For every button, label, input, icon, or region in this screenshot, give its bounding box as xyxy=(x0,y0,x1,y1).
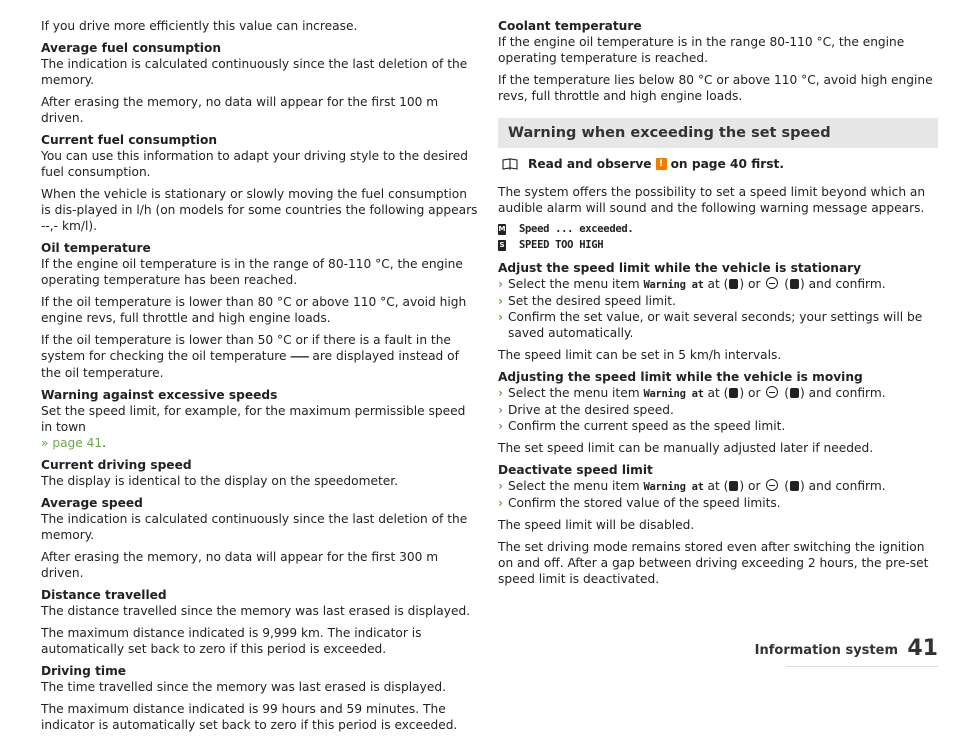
coolant-title: Coolant temperature xyxy=(498,19,642,33)
oil-temp-block xyxy=(41,240,480,288)
page-41-link[interactable]: » page 41 xyxy=(41,436,103,450)
menu-item-warning-at: Warning at xyxy=(643,481,704,493)
distance-note: The maximum distance indicated is 9,999 km. The indicator is automatically set back to zero if this period is exceeded. xyxy=(41,626,422,656)
display-tag-icon: M xyxy=(498,224,506,233)
left-column xyxy=(41,18,480,739)
step-item xyxy=(498,495,938,511)
book-icon xyxy=(502,158,518,170)
page-number: 41 xyxy=(907,636,938,661)
driving-time-note: The maximum distance indicated is 99 hours and 59 minutes. The indicator is automatically set back to zero if this period is exceeded. xyxy=(41,702,458,732)
distance-text: The distance travelled since the memory was last erased is displayed. xyxy=(41,604,471,618)
step-arrow-icon: › xyxy=(498,386,504,400)
oil-fault-dashes: ––– xyxy=(290,351,309,363)
cur-fuel-block xyxy=(41,132,480,180)
multifunction-button-icon xyxy=(729,481,738,491)
oil-temp-text: If the engine oil temperature is in the range of 80-110 °C, the engine operating temperature has been reached. xyxy=(41,257,463,287)
step-text-d: ( xyxy=(780,277,790,291)
minus-button-icon xyxy=(766,386,778,398)
cur-fuel-title: Current fuel consumption xyxy=(41,133,217,147)
avg-speed-note: After erasing the memory, no data will appear for the first 300 m driven. xyxy=(41,550,439,580)
step-text-a: Select the menu item xyxy=(508,277,644,291)
driving-time-title: Driving time xyxy=(41,664,127,678)
cur-speed-title: Current driving speed xyxy=(41,458,192,472)
oil-fault-text-a: If the oil temperature is lower than 50 °C or if there is a fault in the system for checking the oil temperature xyxy=(41,333,451,363)
driving-time-text: The time travelled since the memory was last erased is displayed. xyxy=(41,680,446,694)
oil-fault-text-b: are displayed instead of the oil temperature. xyxy=(41,349,459,380)
step-text-b: at ( xyxy=(703,277,729,291)
step-arrow-icon: › xyxy=(498,403,504,417)
step-arrow-icon: › xyxy=(498,419,504,433)
disabled-note: The speed limit will be disabled. xyxy=(498,518,695,532)
multifunction-button-icon xyxy=(729,388,738,398)
step-text-a: Select the menu item xyxy=(508,386,644,400)
step-item xyxy=(498,478,938,495)
adjust-moving-title: Adjusting the speed limit while the vehicle is moving xyxy=(498,370,863,384)
step-text xyxy=(508,478,938,495)
warn-speed-text: Set the speed limit, for example, for the maximum permissible speed in town xyxy=(41,404,466,434)
display-message: SPEED TOO HIGH xyxy=(519,239,604,251)
coolant-text: If the engine oil temperature is in the range 80-110 °C, the engine operating temperature is reached. xyxy=(498,35,905,65)
step-item xyxy=(498,402,938,418)
step-text-d: ( xyxy=(780,386,790,400)
step-text xyxy=(508,385,938,402)
system-intro: The system offers the possibility to set a speed limit beyond which an audible alarm will sound and the following warning message appears. xyxy=(498,185,926,215)
step-text: Confirm the current speed as the speed limit. xyxy=(508,419,786,433)
warn-speed-block xyxy=(41,387,480,451)
step-item xyxy=(498,418,938,434)
oil-temp-title: Oil temperature xyxy=(41,241,151,255)
step-item xyxy=(498,309,938,341)
footer-divider xyxy=(786,666,938,667)
display-row-s xyxy=(498,238,938,252)
display-message: Speed ... exceeded. xyxy=(519,223,634,235)
interval-note: The speed limit can be set in 5 km/h intervals. xyxy=(498,348,782,362)
step-arrow-icon: › xyxy=(498,277,504,291)
driving-time-block xyxy=(41,663,480,695)
step-text: Confirm the set value, or wait several seconds; your settings will be saved automatically. xyxy=(508,310,923,340)
menu-item-warning-at: Warning at xyxy=(643,388,704,400)
deactivate-block xyxy=(498,462,938,511)
distance-block xyxy=(41,587,480,619)
cur-speed-block xyxy=(41,457,480,489)
step-text-e: ) and confirm. xyxy=(800,479,886,493)
step-text-d: ( xyxy=(780,479,790,493)
intro-text: If you drive more efficiently this value can increase. xyxy=(41,19,358,33)
multifunction-button-icon xyxy=(790,481,799,491)
coolant-note: If the temperature lies below 80 °C or above 110 °C, avoid high engine revs, full throttle and high engine loads. xyxy=(498,73,933,103)
step-arrow-icon: › xyxy=(498,310,504,324)
warn-speed-title: Warning against excessive speeds xyxy=(41,388,278,402)
avg-speed-title: Average speed xyxy=(41,496,143,510)
read-observe-text-b: on page 40 first. xyxy=(670,157,784,171)
adjust-stationary-title: Adjust the speed limit while the vehicle is stationary xyxy=(498,261,862,275)
multifunction-button-icon xyxy=(729,279,738,289)
avg-fuel-text: The indication is calculated continuously since the last deletion of the memory. xyxy=(41,57,468,87)
step-item xyxy=(498,385,938,402)
adjust-moving-block xyxy=(498,369,938,434)
section-title: Warning when exceeding the set speed xyxy=(498,118,938,148)
minus-button-icon xyxy=(766,479,778,491)
step-text xyxy=(508,276,938,293)
read-observe-text-a: Read and observe xyxy=(528,157,652,171)
avg-fuel-block xyxy=(41,40,480,88)
step-item xyxy=(498,276,938,293)
avg-fuel-title: Average fuel consumption xyxy=(41,41,222,55)
oil-temp-fault-note xyxy=(41,332,480,381)
adjust-stationary-block xyxy=(498,260,938,341)
step-arrow-icon: › xyxy=(498,294,504,308)
avg-speed-block xyxy=(41,495,480,543)
warning-icon[interactable]: ! xyxy=(656,158,667,170)
step-text-e: ) and confirm. xyxy=(800,277,886,291)
manual-note: The set speed limit can be manually adjusted later if needed. xyxy=(498,441,874,455)
step-text: Set the desired speed limit. xyxy=(508,294,676,308)
avg-fuel-note: After erasing the memory, no data will appear for the first 100 m driven. xyxy=(41,95,439,125)
cur-fuel-text: You can use this information to adapt your driving style to the desired fuel consumption. xyxy=(41,149,468,179)
step-text-b: at ( xyxy=(703,386,729,400)
coolant-block xyxy=(498,18,938,66)
step-text-a: Select the menu item xyxy=(508,479,644,493)
step-text-c: ) or xyxy=(739,386,765,400)
minus-button-icon xyxy=(766,277,778,289)
distance-title: Distance travelled xyxy=(41,588,167,602)
step-text-c: ) or xyxy=(739,277,765,291)
menu-item-warning-at: Warning at xyxy=(643,279,704,291)
cur-speed-text: The display is identical to the display on the speedometer. xyxy=(41,474,398,488)
cur-fuel-note: When the vehicle is stationary or slowly moving the fuel consumption is dis-played in l/h (on models for some countries the following appears --,- km/l). xyxy=(41,187,478,233)
oil-temp-note: If the oil temperature is lower than 80 °C or above 110 °C, avoid high engine revs, full throttle and high engine loads. xyxy=(41,295,467,325)
display-row-m xyxy=(498,222,938,236)
step-arrow-icon: › xyxy=(498,496,504,510)
display-tag-icon: S xyxy=(499,240,505,249)
step-item xyxy=(498,293,938,309)
final-note: The set driving mode remains stored even after switching the ignition on and off. After a gap between driving exceeding 2 hours, the pre-set speed limit is deactivated. xyxy=(498,540,929,586)
multifunction-button-icon xyxy=(790,279,799,289)
step-arrow-icon: › xyxy=(498,479,504,493)
read-observe-line xyxy=(498,156,938,172)
step-text-b: at ( xyxy=(703,479,729,493)
right-column xyxy=(498,18,938,593)
step-text: Confirm the stored value of the speed limits. xyxy=(508,496,781,510)
warn-speed-dot: . xyxy=(102,436,107,450)
footer-section-label: Information system xyxy=(754,643,898,658)
step-text-e: ) and confirm. xyxy=(800,386,886,400)
step-text: Drive at the desired speed. xyxy=(508,403,674,417)
multifunction-button-icon xyxy=(790,388,799,398)
deactivate-title: Deactivate speed limit xyxy=(498,463,653,477)
step-text-c: ) or xyxy=(739,479,765,493)
avg-speed-text: The indication is calculated continuously since the last deletion of the memory. xyxy=(41,512,468,542)
